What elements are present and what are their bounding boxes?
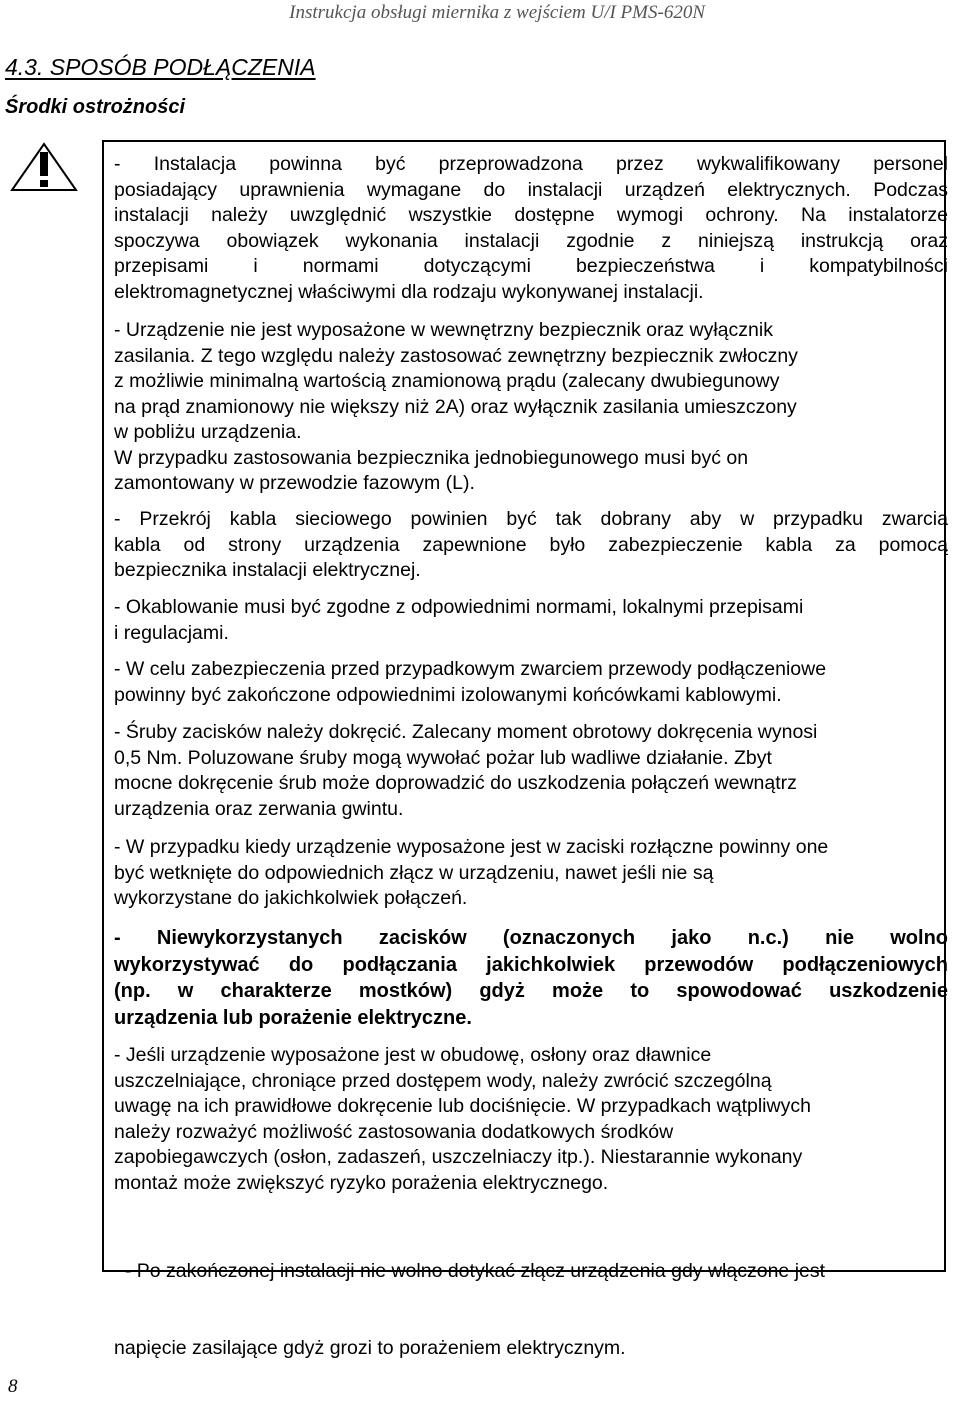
note-line: - Jeśli urządzenie wyposażone jest w obudowę, osłony oraz dławnice (114, 1044, 712, 1066)
note-line: - Urządzenie nie jest wyposażone w wewnętrzny bezpiecznik oraz wyłącznik (114, 319, 773, 341)
note-line: mocne dokręcenie śrub może doprowadzić do uszkodzenia połączeń wewnątrz (114, 772, 797, 794)
note-5 (114, 657, 948, 708)
note-line: należy rozważyć możliwość zastosowania dodatkowych środków (114, 1120, 674, 1143)
note-line: elektromagnetycznej właściwymi dla rodzaju wykonywanej instalacji. (114, 280, 704, 303)
note-line: na prąd znamionowy nie większy niż 2A) oraz wyłącznik zasilania umieszczony (114, 395, 797, 418)
safety-notes-box (102, 140, 948, 1359)
note-6 (114, 720, 948, 822)
note-4 (114, 595, 948, 646)
note-line: - Niewykorzystanych zacisków (oznaczonych jako n.c.) nie wolno (114, 927, 948, 949)
note-7 (114, 835, 948, 912)
page-number: 8 (8, 1376, 18, 1397)
section-heading: 4.3. SPOSÓB PODŁĄCZENIA (5, 54, 316, 80)
note-line: kabla od strony urządzenia zapewnione było zabezpieczenie kabla za pomocą (114, 533, 948, 556)
note-line: w pobliżu urządzenia. (114, 421, 302, 443)
note-2 (114, 318, 948, 497)
note-line: przepisami i normami dotyczącymi bezpieczeństwa i kompatybilności (114, 255, 948, 277)
note-line: 0,5 Nm. Poluzowane śruby mogą wywołać pożar lub wadliwe działanie. Zbyt (114, 746, 772, 769)
precautions-subheading: Środki ostrożności (5, 96, 186, 118)
note-line: z możliwie minimalną wartością znamionową prądu (zalecany dwubiegunowy (114, 370, 780, 392)
note-line: zamontowany w przewodzie fazowym (L). (114, 472, 475, 494)
note-line: zapobiegawczych (osłon, zadaszeń, uszczelniaczy itp.). Niestarannie wykonany (114, 1146, 803, 1168)
note-line: bezpiecznika instalacji elektrycznej. (114, 559, 421, 581)
note-8-warning (114, 925, 948, 1031)
note-line: wykorzystane do jakichkolwiek połączeń. (114, 887, 468, 909)
note-line: - Po zakończonej instalacji nie wolno dotykać złącz urządzenia gdy włączone jest (114, 1260, 826, 1282)
note-line: zasilania. Z tego względu należy zastosować zewnętrzny bezpiecznik zwłoczny (114, 344, 798, 367)
note-line: - Przekrój kabla sieciowego powinien być tak dobrany aby w przypadku zwarcia (114, 508, 948, 530)
note-10 (114, 1208, 948, 1412)
note-line: posiadający uprawnienia wymagane do instalacji urządzeń elektrycznych. Podczas (114, 178, 948, 201)
note-line: wykorzystywać do podłączania jakichkolwiek przewodów podłączeniowych (114, 953, 948, 976)
note-line: być wetknięte do odpowiednich złącz w urządzeniu, nawet jeśli nie są (114, 861, 714, 884)
note-line: W przypadku zastosowania bezpiecznika jednobiegunowego musi być on (114, 446, 749, 469)
note-line: - W przypadku kiedy urządzenie wyposażone jest w zaciski rozłączne powinny one (114, 836, 829, 858)
note-line: uwagę na ich prawidłowe dokręcenie lub dociśnięcie. W przypadkach wątpliwych (114, 1095, 811, 1117)
note-line: instalacji należy uwzględnić wszystkie dostępne wymogi ochrony. Na instalatorze (114, 204, 948, 226)
note-line: montaż może zwiększyć ryzyko porażenia elektrycznego. (114, 1171, 609, 1194)
note-line: napięcie zasilające gdyż grozi to porażeniem elektrycznym. (114, 1336, 626, 1359)
note-3 (114, 507, 948, 584)
note-line: urządzenia oraz zerwania gwintu. (114, 797, 404, 820)
warning-triangle-icon (10, 142, 78, 192)
note-line: - Instalacja powinna być przeprowadzona przez wykwalifikowany personel (114, 153, 948, 175)
note-line: - Okablowanie musi być zgodne z odpowiednimi normami, lokalnymi przepisami (114, 596, 804, 618)
note-1 (114, 152, 948, 305)
note-line: uszczelniające, chroniące przed dostępem wody, należy zwrócić szczególną (114, 1069, 772, 1092)
note-line: - Śruby zacisków należy dokręcić. Zalecany moment obrotowy dokręcenia wynosi (114, 721, 818, 743)
note-line: i regulacjami. (114, 621, 229, 644)
note-9 (114, 1043, 948, 1196)
note-line: spoczywa obowiązek wykonania instalacji zgodnie z niniejszą instrukcją oraz (114, 229, 948, 252)
running-header: Instrukcja obsługi miernika z wejściem U/I PMS-620N (289, 2, 705, 23)
note-line: urządzenia lub porażenie elektryczne. (114, 1006, 472, 1029)
note-line: (np. w charakterze mostków) gdyż może to spowodować uszkodzenie (114, 980, 948, 1002)
note-line: powinny być zakończone odpowiednimi izolowanymi końcówkami kablowymi. (114, 683, 782, 706)
note-line: - W celu zabezpieczenia przed przypadkowym zwarciem przewody podłączeniowe (114, 658, 827, 680)
